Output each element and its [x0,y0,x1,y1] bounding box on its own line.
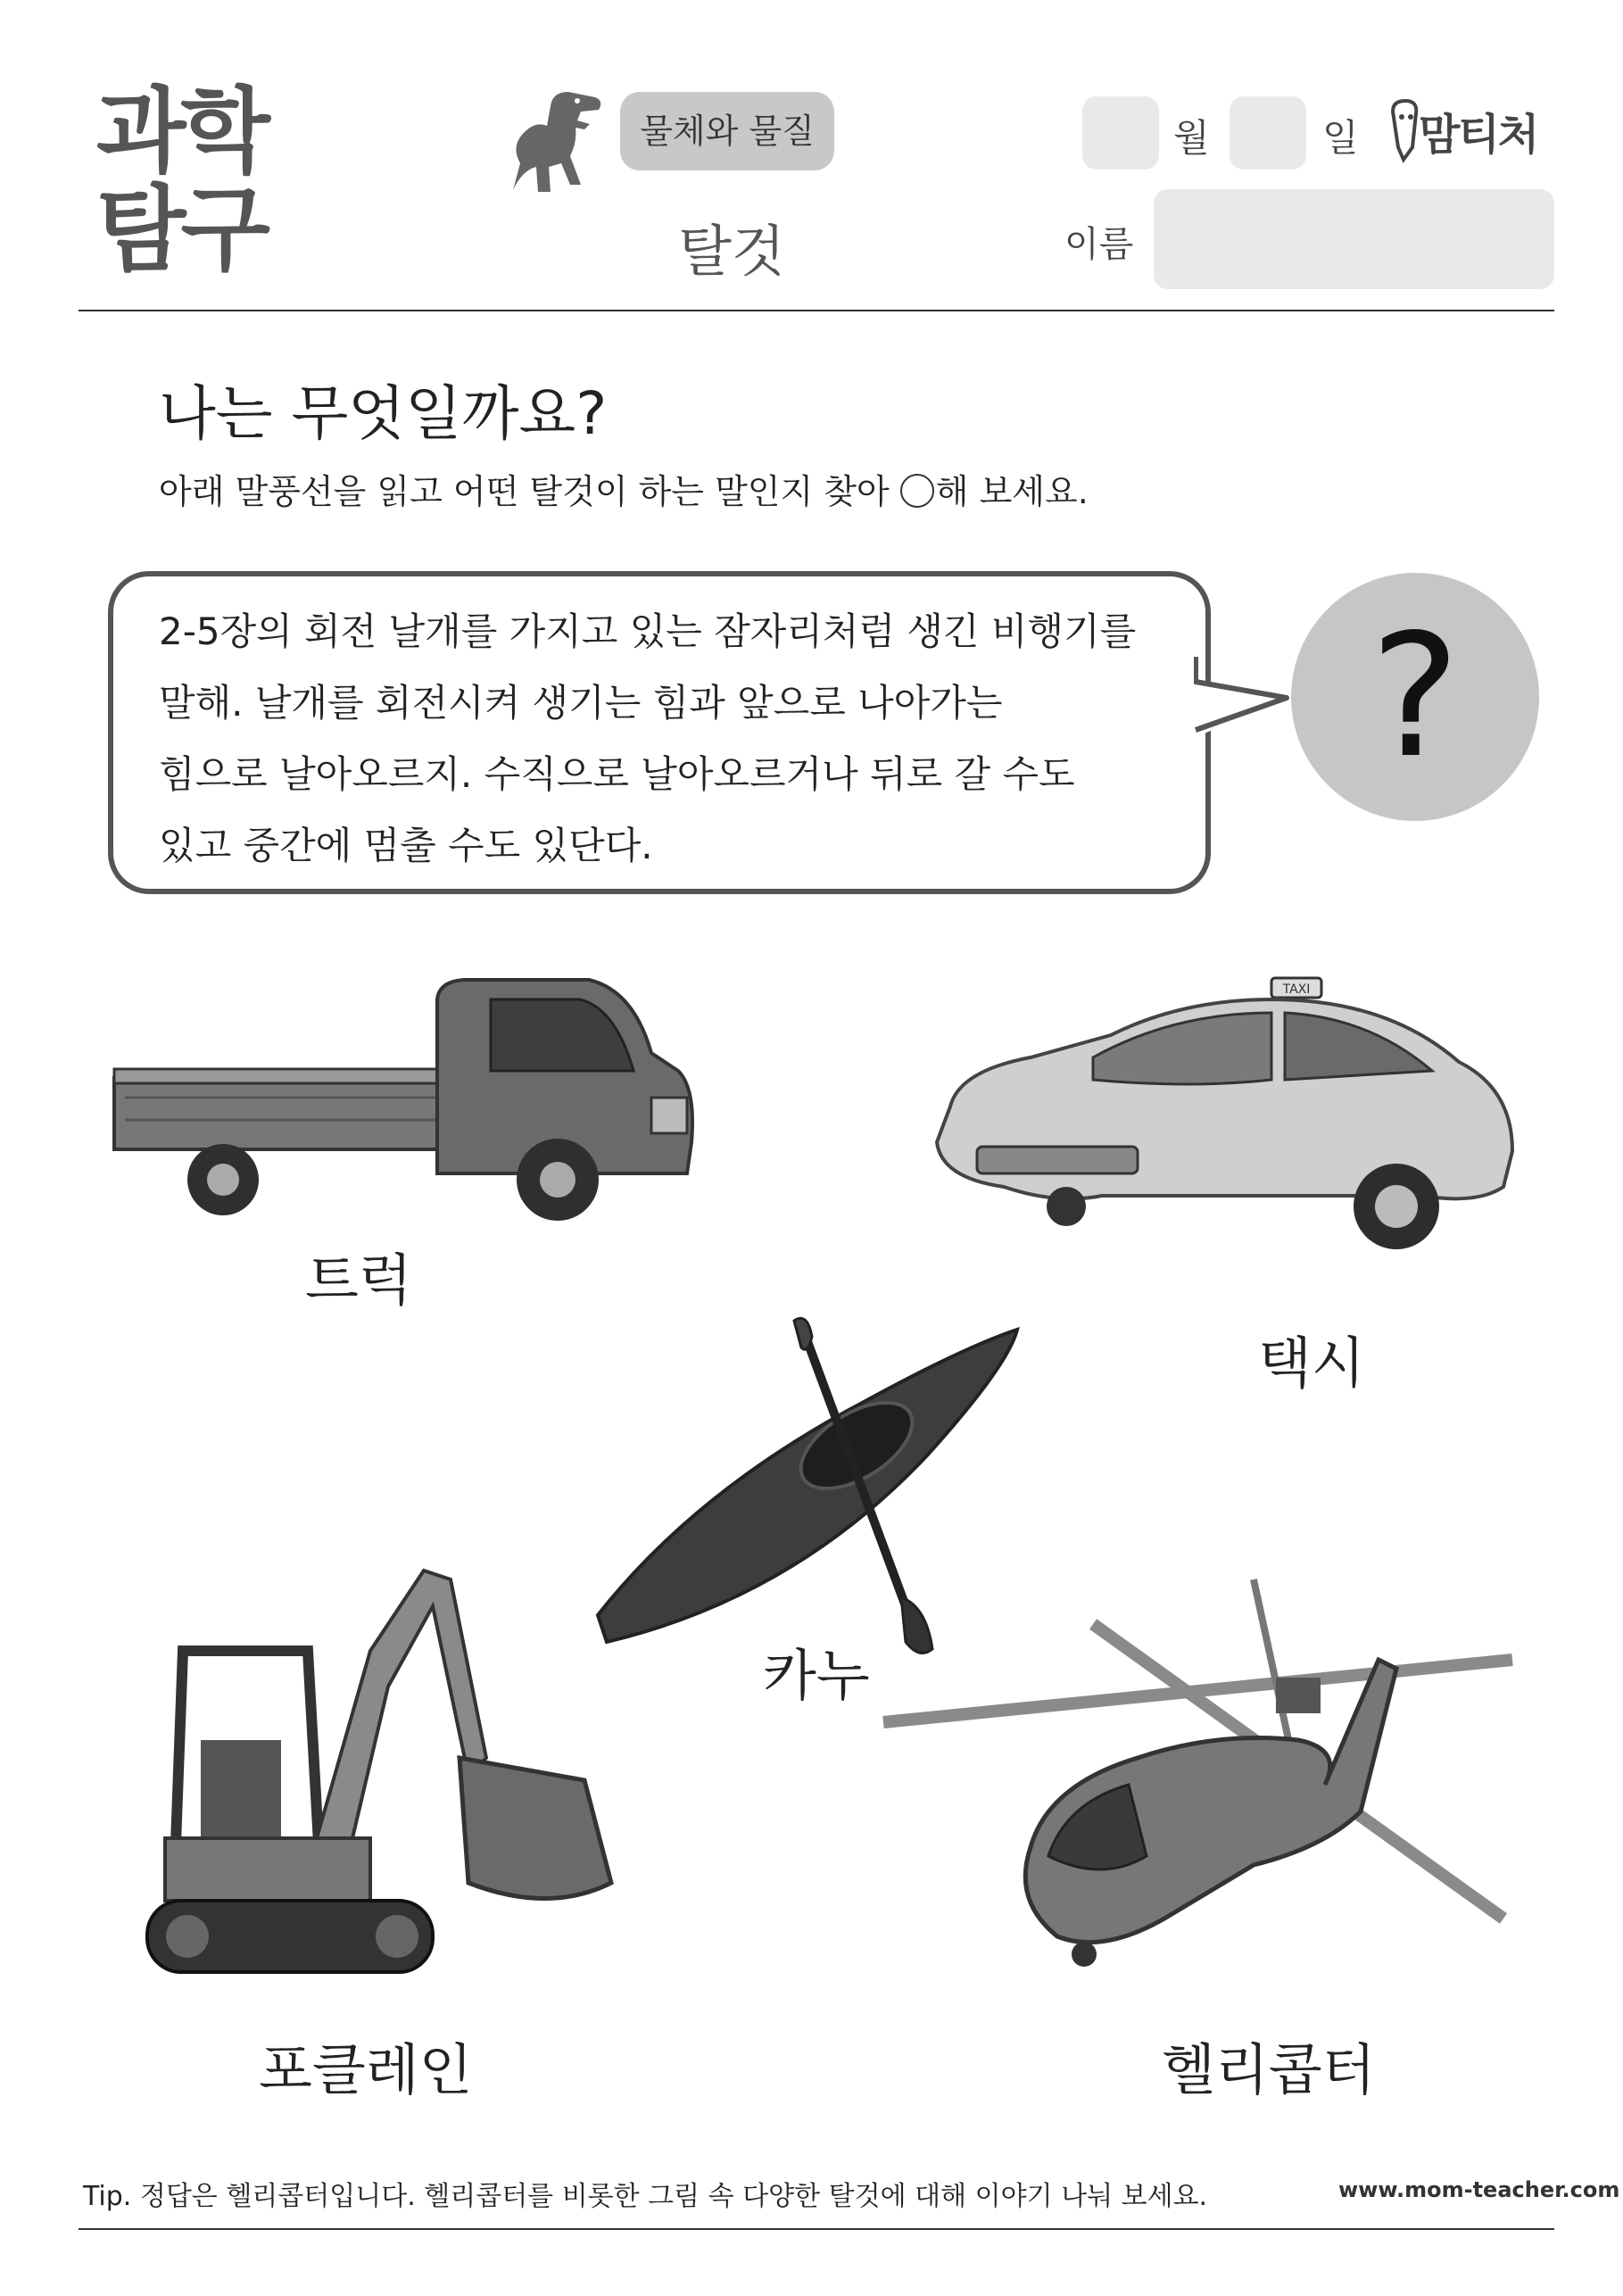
day-input-box[interactable] [1230,96,1306,170]
logo-line-1: 과학 [96,77,265,186]
helicopter-label[interactable]: 헬리콥터 [1162,2037,1376,2102]
name-input-box[interactable] [1154,189,1554,289]
question-title: 나는 무엇일까요? [159,379,608,448]
truck-picture[interactable] [107,973,705,1231]
bubble-line: 힘으로 날아오르지. 수직으로 날아오르거나 뒤로 갈 수도 [159,752,1075,796]
dinosaur-icon [495,85,620,201]
name-label: 이름 [1064,224,1134,265]
speech-bubble-tail [1194,651,1292,750]
instruction-part-2: 해 보세요. [935,472,1089,511]
month-label: 월 [1173,116,1210,160]
bubble-line: 2-5장의 회전 날개를 가지고 있는 잠자리처럼 생긴 비행기를 [159,609,1137,653]
series-logo [96,77,293,284]
bubble-text [159,596,1185,882]
taxi-picture[interactable] [923,973,1521,1267]
question-mark-circle: ? [1291,573,1539,821]
circle-mark-icon [900,474,934,508]
excavator-label[interactable]: 포클레인 [259,2037,473,2102]
category-badge: 물체와 물질 [620,92,834,170]
header-divider [79,310,1554,311]
bubble-line: 말해. 날개를 회전시켜 생기는 힘과 앞으로 나아가는 [159,681,1003,725]
footer-tip: Tip. 정답은 헬리콥터입니다. 헬리콥터를 비롯한 그림 속 다양한 탈것에 대해 이야기 나눠 보세요. [83,2181,1208,2212]
helicopter-picture[interactable] [879,1562,1521,2008]
excavator-picture[interactable] [138,1553,647,2017]
month-input-box[interactable] [1082,96,1159,170]
taxi-label[interactable]: 택시 [1258,1330,1365,1396]
logo-line-2: 탐구 [96,175,265,284]
footer-divider [79,2228,1554,2230]
instruction-text [159,464,1089,513]
bubble-line: 있고 중간에 멈출 수도 있단다. [159,824,653,867]
topic-title: 탈것 [678,219,785,284]
taxi-sign-text: TAXI [1282,982,1311,997]
canoe-label[interactable]: 카누 [763,1643,870,1708]
brand-name: 맘티처 [1419,110,1538,160]
truck-label[interactable]: 트럭 [305,1247,412,1313]
instruction-part-1: 아래 말풍선을 읽고 어떤 탈것이 하는 말인지 찾아 [159,472,900,511]
day-label: 일 [1322,116,1359,160]
footer-url[interactable]: www.mom-teacher.com [1338,2177,1620,2202]
